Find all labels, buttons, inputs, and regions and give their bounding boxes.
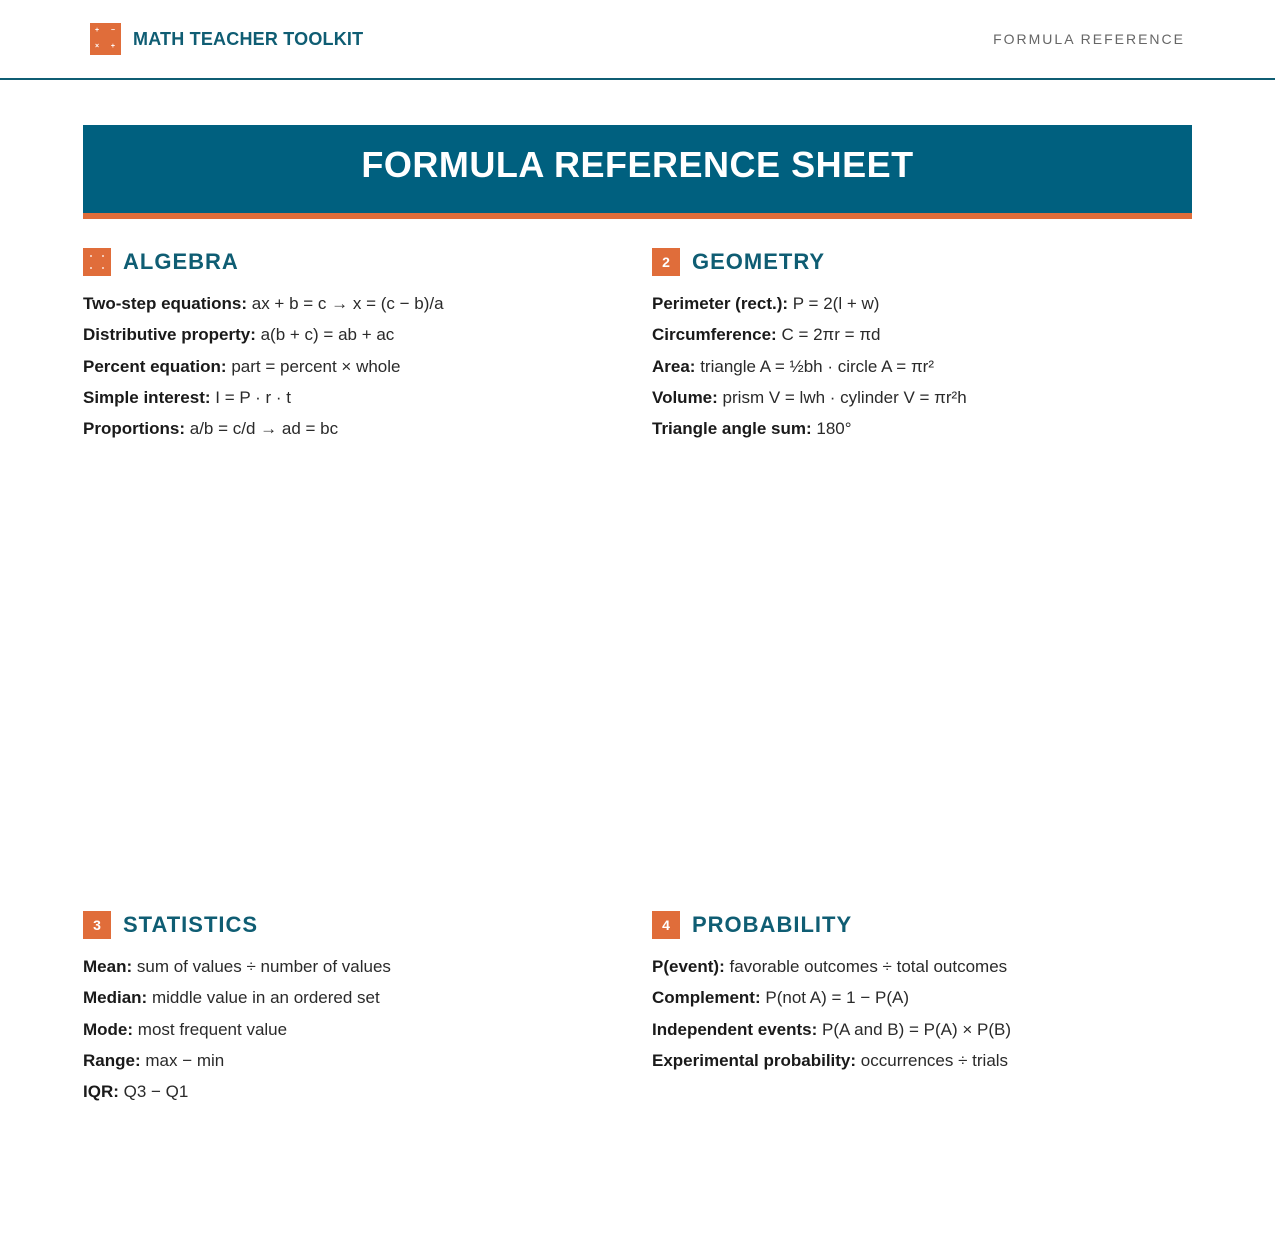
formula-label: Triangle angle sum: — [652, 419, 812, 439]
dots-icon — [83, 248, 111, 276]
formula-label: Complement: — [652, 988, 761, 1008]
section-header — [652, 248, 1172, 276]
section-title: STATISTICS — [123, 912, 259, 937]
formula-item — [652, 1051, 1172, 1082]
section-algebra — [83, 248, 603, 450]
formula-value: ax + b = c → x = (c − b)/a — [251, 294, 444, 313]
formula-label: Volume: — [652, 387, 718, 407]
times-glyph: × — [95, 43, 100, 50]
formula-item — [652, 325, 1172, 356]
calculator-logo-icon — [90, 23, 121, 55]
formula-item — [652, 357, 1172, 388]
section-statistics — [83, 911, 603, 1113]
formula-value: P(not A) = 1 − P(A) — [765, 988, 909, 1008]
section-title: PROBABILITY — [692, 912, 853, 937]
section-geometry — [652, 248, 1172, 450]
section-title: ALGEBRA — [123, 249, 239, 274]
formula-label: Mode: — [83, 1019, 134, 1039]
formula-label: Proportions: — [83, 419, 185, 439]
top-bar — [0, 0, 1275, 80]
section-number-badge: 2 — [652, 248, 680, 276]
formula-label: Area: — [652, 356, 696, 376]
formula-item — [652, 988, 1172, 1019]
formula-value: favorable outcomes ÷ total outcomes — [729, 957, 1008, 976]
minus-glyph: − — [110, 27, 115, 34]
formula-value: I = P · r · t — [215, 387, 292, 407]
section-title: GEOMETRY — [692, 249, 826, 274]
formula-label: P(event): — [652, 957, 725, 976]
formula-item — [83, 988, 603, 1019]
formula-item — [83, 1082, 603, 1113]
formula-label: Circumference: — [652, 325, 777, 345]
formula-list — [83, 957, 603, 1113]
formula-label: Median: — [83, 988, 148, 1008]
formula-value: occurrences ÷ trials — [860, 1050, 1009, 1070]
formula-label: Two-step equations: — [83, 294, 248, 313]
brand — [90, 23, 363, 55]
formula-value: triangle A = ½bh · circle A = πr² — [700, 356, 934, 376]
formula-value: middle value in an ordered set — [151, 988, 380, 1008]
formula-value: P(A and B) = P(A) × P(B) — [822, 1019, 1012, 1039]
section-header — [83, 248, 603, 276]
formula-item — [652, 419, 1172, 450]
formula-value: most frequent value — [137, 1019, 288, 1039]
formula-label: Distributive property: — [83, 325, 256, 345]
formula-label: Mean: — [83, 957, 133, 976]
formula-item — [652, 294, 1172, 325]
formula-list — [652, 294, 1172, 450]
section-header — [652, 911, 1172, 939]
formula-value: part = percent × whole — [231, 356, 401, 376]
section-number-badge: 4 — [652, 911, 680, 939]
formula-label: Range: — [83, 1050, 141, 1070]
formula-value: a/b = c/d → ad = bc — [189, 419, 339, 439]
page-title: FORMULA REFERENCE SHEET — [361, 144, 914, 185]
header-right-label: FORMULA REFERENCE — [993, 31, 1185, 47]
formula-label: IQR: — [83, 1082, 119, 1102]
formula-item — [652, 1020, 1172, 1051]
formula-label: Independent events: — [652, 1019, 818, 1039]
section-number-badge: 3 — [83, 911, 111, 939]
formula-value: P = 2(l + w) — [792, 294, 880, 313]
formula-value: a(b + c) = ab + ac — [260, 325, 395, 345]
formula-item — [83, 1020, 603, 1051]
plus-glyph: + — [110, 43, 115, 50]
formula-item — [83, 294, 603, 325]
brand-name: MATH TEACHER TOOLKIT — [133, 28, 364, 49]
formula-label: Percent equation: — [83, 356, 227, 376]
formula-list — [83, 294, 603, 450]
formula-value: C = 2πr = πd — [781, 325, 881, 345]
section-header — [83, 911, 603, 939]
formula-item — [83, 419, 603, 450]
formula-label: Perimeter (rect.): — [652, 294, 789, 313]
formula-label: Simple interest: — [83, 387, 211, 407]
formula-item — [83, 388, 603, 419]
section-probability — [652, 911, 1172, 1082]
formula-item — [83, 1051, 603, 1082]
formula-value: sum of values ÷ number of values — [136, 957, 391, 976]
plus-glyph: + — [95, 27, 100, 34]
formula-item — [83, 357, 603, 388]
formula-list — [652, 957, 1172, 1082]
formula-item — [652, 388, 1172, 419]
formula-value: prism V = lwh · cylinder V = πr²h — [722, 387, 967, 407]
formula-item — [83, 957, 603, 988]
formula-item — [652, 957, 1172, 988]
formula-value: Q3 − Q1 — [123, 1082, 189, 1102]
formula-item — [83, 325, 603, 356]
formula-value: max − min — [145, 1050, 225, 1070]
title-banner — [83, 125, 1192, 219]
formula-label: Experimental probability: — [652, 1050, 857, 1070]
formula-value: 180° — [816, 419, 852, 439]
